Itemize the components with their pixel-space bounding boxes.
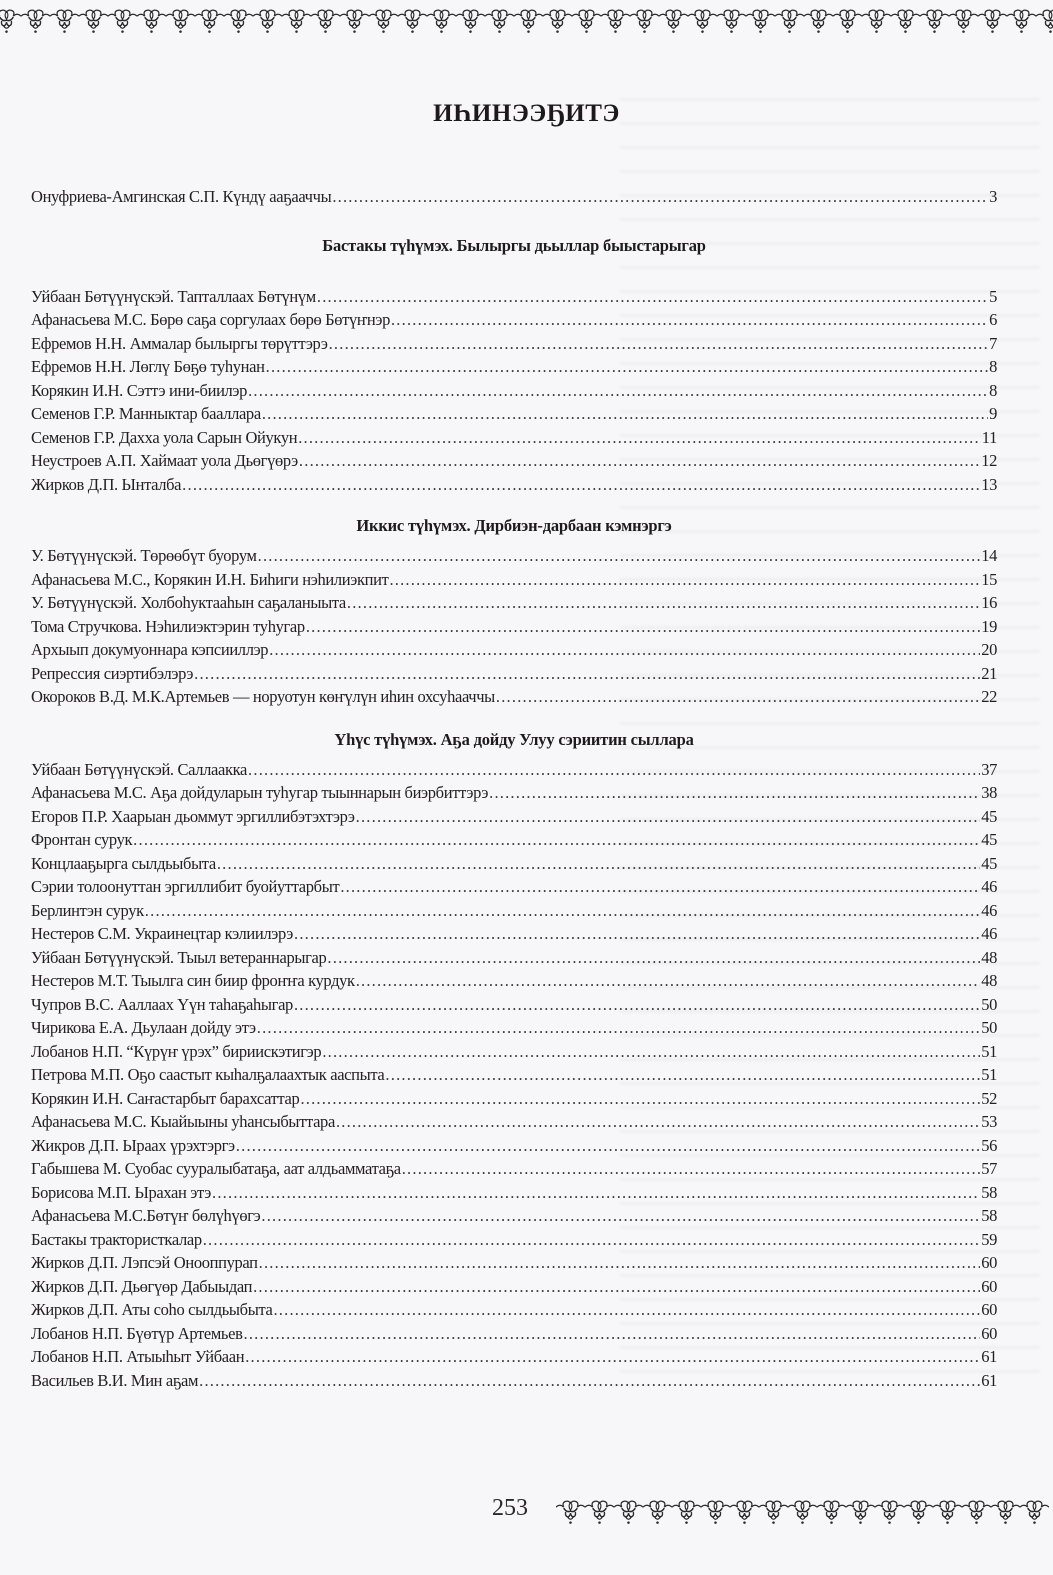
toc-entry[interactable] xyxy=(31,355,997,379)
toc-entry-title: Корякин И.Н. Сэттэ ини-биилэр xyxy=(31,380,248,400)
toc-entry-title: Афанасьева М.С. Аҕа дойдуларын туһугар тыыннарын биэрбиттэрэ xyxy=(31,783,489,802)
dot-leader xyxy=(248,758,980,782)
fleur-ornament-icon xyxy=(788,1498,817,1526)
toc-entry-title: Лобанов Н.П. “Күрүҥ үрэх” бириискэтигэр xyxy=(31,1041,322,1061)
toc-entry[interactable] xyxy=(31,1228,997,1252)
fleur-ornament-icon xyxy=(166,7,195,35)
toc-entry-page: 45 xyxy=(981,853,997,873)
toc-entry-page: 51 xyxy=(981,1065,997,1084)
fleur-ornament-icon xyxy=(933,1498,962,1526)
fleur-ornament-icon xyxy=(991,1498,1020,1526)
toc-entry[interactable] xyxy=(31,544,997,568)
toc-entry-page: 14 xyxy=(981,546,997,565)
fleur-ornament-icon xyxy=(108,7,137,35)
toc-entry-title: Афанасьева М.С., Корякин И.Н. Биһиги нэһилиэкпит xyxy=(31,569,389,589)
toc-entry-title: Архыып докумуоннара кэпсииллэр xyxy=(31,640,269,659)
page-title: ИҺИНЭЭҔИТЭ xyxy=(433,99,620,127)
toc-entry[interactable] xyxy=(31,993,997,1017)
fleur-ornament-icon xyxy=(572,7,601,35)
fleur-ornament-icon xyxy=(601,7,630,35)
toc-entry-title: Концлааҕырга сылдьыбыта xyxy=(31,853,216,873)
toc-entry-page: 38 xyxy=(981,783,997,802)
toc-entry-page: 45 xyxy=(981,806,997,826)
toc-entry[interactable] xyxy=(31,1251,997,1275)
dot-leader xyxy=(489,781,980,805)
toc-entry[interactable] xyxy=(31,568,997,592)
top-ornament-border xyxy=(0,6,1053,36)
toc-entry-title: Лобанов Н.П. Бүөтүр Артемьев xyxy=(31,1323,243,1343)
toc-entry[interactable] xyxy=(31,758,997,782)
fleur-ornament-icon xyxy=(282,7,311,35)
section-heading: Иккис түһүмэх. Дирбиэн-дарбаан кэмнэргэ xyxy=(356,516,672,535)
toc-entry-title: Жирков Д.П. Аты соһо сылдьыбыта xyxy=(31,1300,273,1319)
fleur-ornament-icon xyxy=(643,1498,672,1526)
bottom-ornament-border xyxy=(556,1497,1053,1527)
fleur-ornament-icon xyxy=(0,7,21,35)
toc-entry-title: Жирков Д.П. Ынталба xyxy=(31,474,182,494)
fleur-ornament-icon xyxy=(50,7,79,35)
dot-leader xyxy=(340,875,980,899)
toc-entry[interactable] xyxy=(31,308,997,332)
dot-leader xyxy=(336,1110,980,1134)
fleur-ornament-icon xyxy=(556,1498,585,1526)
page-number: 253 xyxy=(492,1495,528,1521)
table-of-contents xyxy=(31,185,997,1392)
toc-entry[interactable] xyxy=(31,402,997,426)
dot-leader xyxy=(294,922,980,946)
toc-entry-page: 12 xyxy=(981,451,997,470)
toc-entry-page: 60 xyxy=(981,1253,997,1272)
fleur-ornament-icon xyxy=(340,7,369,35)
dot-leader xyxy=(257,1016,980,1040)
toc-entry-title: Жирков Д.П. Лэпсэй Онооппурап xyxy=(31,1253,258,1272)
fleur-ornament-icon xyxy=(920,7,949,35)
toc-entry[interactable] xyxy=(31,638,997,662)
toc-entry-title: Тома Стручкова. Нэһилиэктэрин туһугар xyxy=(31,616,305,636)
toc-entry-page: 58 xyxy=(981,1206,997,1225)
toc-entry-page: 60 xyxy=(981,1276,997,1296)
toc-entry-title: Афанасьева М.С.Бөтүҥ бөлүһүөгэ xyxy=(31,1206,261,1225)
dot-leader xyxy=(356,969,980,993)
toc-entry[interactable] xyxy=(31,1345,997,1369)
toc-entry[interactable] xyxy=(31,185,997,209)
fleur-ornament-icon xyxy=(21,7,50,35)
fleur-ornament-icon xyxy=(962,1498,991,1526)
toc-entry-page: 61 xyxy=(981,1347,997,1366)
toc-entry-page: 8 xyxy=(989,357,997,376)
toc-entry-title: Сэрии толоонуттан эргиллибит буойуттарбыт xyxy=(31,877,340,896)
toc-entry-title: Ефремов Н.Н. Лөглү Бөҕө туһунан xyxy=(31,357,265,376)
toc-entry[interactable] xyxy=(31,852,997,876)
toc-entry-title: Нестеров С.М. Украинецтар кэлиилэрэ xyxy=(31,924,294,943)
fleur-ornament-icon xyxy=(701,1498,730,1526)
dot-leader xyxy=(356,805,981,829)
toc-entry-page: 20 xyxy=(981,640,997,659)
toc-entry-title: Васильев В.И. Мин аҕам xyxy=(31,1370,199,1390)
fleur-ornament-icon xyxy=(485,7,514,35)
toc-entry-title: Чирикова Е.А. Дьулаан дойду этэ xyxy=(31,1018,256,1037)
dot-leader xyxy=(317,285,988,309)
toc-entry[interactable] xyxy=(31,1298,997,1322)
toc-entry-page: 15 xyxy=(981,569,997,589)
toc-entry[interactable] xyxy=(31,662,997,686)
toc-entry[interactable] xyxy=(31,379,997,403)
toc-entry-page: 46 xyxy=(981,900,997,920)
fleur-ornament-icon xyxy=(1020,1498,1049,1526)
fleur-ornament-icon xyxy=(775,7,804,35)
dot-leader xyxy=(217,852,980,876)
fleur-ornament-icon xyxy=(846,1498,875,1526)
fleur-ornament-icon xyxy=(456,7,485,35)
toc-entry-title: Уйбаан Бөтүүнүскэй. Тапталлаах Бөтүнүм xyxy=(31,286,316,306)
toc-entry-page: 19 xyxy=(981,616,997,636)
fleur-ornament-icon xyxy=(817,1498,846,1526)
toc-entry-title: Корякин И.Н. Саҥастарбыт барахсаттар xyxy=(31,1088,300,1108)
toc-entry[interactable] xyxy=(31,1016,997,1040)
fleur-ornament-icon xyxy=(875,1498,904,1526)
toc-entry-title: Лобанов Н.П. Атыыһыт Уйбаан xyxy=(31,1347,245,1366)
toc-entry-title: Петрова М.П. Оҕо саастыт кыһалҕалаахтык ааспыта xyxy=(31,1065,385,1084)
dot-leader xyxy=(300,1087,980,1111)
fleur-ornament-icon xyxy=(949,7,978,35)
dot-leader xyxy=(245,1345,980,1369)
toc-entry-title: Уйбаан Бөтүүнүскэй. Саллаакка xyxy=(31,759,248,779)
dot-leader xyxy=(273,1298,980,1322)
fleur-ornament-icon xyxy=(137,7,166,35)
toc-entry-page: 7 xyxy=(989,333,997,353)
toc-entry[interactable] xyxy=(31,285,997,309)
toc-entry-title: Егоров П.Р. Хаарыан дьоммут эргиллибэтэхтэрэ xyxy=(31,806,355,826)
toc-entry-title: Фронтан сурук xyxy=(31,830,133,849)
dot-leader xyxy=(496,685,980,709)
dot-leader xyxy=(347,591,980,615)
fleur-ornament-icon xyxy=(79,7,108,35)
fleur-ornament-icon xyxy=(514,7,543,35)
toc-entry-page: 11 xyxy=(981,427,997,447)
toc-entry-page: 50 xyxy=(981,1018,997,1037)
fleur-ornament-icon xyxy=(1036,7,1053,35)
toc-entry-title: Борисова М.П. Ырахан этэ xyxy=(31,1182,212,1202)
toc-entry-title: Афанасьева М.С. Бөрө саҕа соргулаах бөрө Бөтүҥнэр xyxy=(31,310,390,329)
fleur-ornament-icon xyxy=(659,7,688,35)
fleur-ornament-icon xyxy=(759,1498,788,1526)
dot-leader xyxy=(145,899,980,923)
toc-entry-page: 48 xyxy=(981,971,997,990)
toc-entry[interactable] xyxy=(31,1110,997,1134)
toc-entry-title: У. Бөтүүнүскэй. Төрөөбүт буорум xyxy=(31,546,257,565)
toc-entry[interactable] xyxy=(31,1181,997,1205)
toc-entry-page: 21 xyxy=(981,663,997,683)
dot-leader xyxy=(199,1369,980,1393)
toc-entry-page: 56 xyxy=(981,1135,997,1155)
toc-entry-title: Семенов Г.Р. Дахха уола Сарын Ойукун xyxy=(31,427,298,447)
dot-leader xyxy=(258,544,981,568)
toc-entry[interactable] xyxy=(31,922,997,946)
toc-entry-page: 58 xyxy=(981,1182,997,1202)
fleur-ornament-icon xyxy=(978,7,1007,35)
toc-section-3 xyxy=(31,730,997,1393)
toc-entry-page: 22 xyxy=(981,687,997,706)
fleur-ornament-icon xyxy=(833,7,862,35)
fleur-ornament-icon xyxy=(253,7,282,35)
toc-entry-title: Берлинтэн сурук xyxy=(31,900,144,920)
toc-entry-title: Бастакы трактористкалар xyxy=(31,1229,202,1249)
fleur-ornament-icon xyxy=(543,7,572,35)
toc-entry[interactable] xyxy=(31,615,997,639)
toc-entry-page: 16 xyxy=(981,593,997,612)
toc-entry[interactable] xyxy=(31,1322,997,1346)
toc-entry-title: Семенов Г.Р. Манныктар бааллара xyxy=(31,404,261,423)
toc-entry-page: 13 xyxy=(981,474,997,494)
toc-intro xyxy=(31,185,997,209)
toc-entry-title: Уйбаан Бөтүүнүскэй. Тыыл ветераннарыгар xyxy=(31,947,327,967)
toc-entry[interactable] xyxy=(31,332,997,356)
fleur-ornament-icon xyxy=(427,7,456,35)
fleur-ornament-icon xyxy=(904,1498,933,1526)
toc-entry[interactable] xyxy=(31,805,997,829)
toc-entry-page: 60 xyxy=(981,1323,997,1343)
toc-entry-page: 45 xyxy=(981,830,997,849)
fleur-ornament-icon xyxy=(891,7,920,35)
fleur-ornament-icon xyxy=(195,7,224,35)
toc-entry-page: 6 xyxy=(989,310,997,329)
toc-entry[interactable] xyxy=(31,1087,997,1111)
fleur-ornament-icon xyxy=(630,7,659,35)
toc-entry-title: Онуфриева-Амгинская С.П. Күндү ааҕааччы xyxy=(31,187,332,206)
fleur-ornament-icon xyxy=(688,7,717,35)
dot-leader xyxy=(322,1040,980,1064)
dot-leader xyxy=(402,1157,980,1181)
toc-entry-page: 61 xyxy=(981,1370,997,1390)
dot-leader xyxy=(262,402,988,426)
fleur-ornament-icon xyxy=(398,7,427,35)
dot-leader xyxy=(299,449,980,473)
toc-entry-page: 37 xyxy=(981,759,997,779)
toc-entry[interactable] xyxy=(31,1063,997,1087)
toc-section-1 xyxy=(31,236,997,497)
toc-entry-title: Окороков В.Д. М.К.Артемьев — норуотун көҥүлүн иһин охсуһааччы xyxy=(31,687,495,706)
toc-entry[interactable] xyxy=(31,1157,997,1181)
toc-entry-page: 60 xyxy=(981,1300,997,1319)
toc-entry[interactable] xyxy=(31,781,997,805)
toc-entry-title: Репрессия сиэртибэлэрэ xyxy=(31,663,194,683)
toc-entry-page: 53 xyxy=(981,1112,997,1131)
toc-entry-page: 8 xyxy=(989,380,997,400)
toc-entry[interactable] xyxy=(31,1275,997,1299)
toc-entry[interactable] xyxy=(31,875,997,899)
toc-entry[interactable] xyxy=(31,473,997,497)
fleur-ornament-icon xyxy=(614,1498,643,1526)
dot-leader xyxy=(389,568,980,592)
toc-entry[interactable] xyxy=(31,969,997,993)
toc-entry-title: Чупров В.С. Ааллаах Үүн таһаҕаһыгар xyxy=(31,994,293,1014)
dot-leader xyxy=(329,332,989,356)
fleur-ornament-icon xyxy=(804,7,833,35)
toc-entry[interactable] xyxy=(31,899,997,923)
dot-leader xyxy=(261,1204,980,1228)
toc-entry-page: 57 xyxy=(981,1159,997,1178)
toc-entry-page: 52 xyxy=(981,1088,997,1108)
toc-entry[interactable] xyxy=(31,685,997,709)
toc-entry[interactable] xyxy=(31,1040,997,1064)
fleur-ornament-icon xyxy=(717,7,746,35)
fleur-ornament-icon xyxy=(369,7,398,35)
toc-entry[interactable] xyxy=(31,828,997,852)
toc-entry-title: Жикров Д.П. Ыраах үрэхтэргэ xyxy=(31,1135,235,1155)
dot-leader xyxy=(306,615,980,639)
toc-entry-title: Афанасьева М.С. Кыайыыны уһансыбыттара xyxy=(31,1112,335,1131)
dot-leader xyxy=(236,1134,980,1158)
toc-entry[interactable] xyxy=(31,946,997,970)
fleur-ornament-icon xyxy=(862,7,891,35)
toc-entry[interactable] xyxy=(31,426,997,450)
toc-entry-page: 51 xyxy=(981,1041,997,1061)
dot-leader xyxy=(259,1251,981,1275)
toc-entry-page: 48 xyxy=(981,947,997,967)
toc-entry-title: Жирков Д.П. Дьөгүөр Дабыыдап xyxy=(31,1276,253,1296)
dot-leader xyxy=(269,638,980,662)
toc-entry-page: 9 xyxy=(989,404,997,423)
toc-entry-title: Нестеров М.Т. Тыылга син биир фроҥҥа курдук xyxy=(31,971,355,990)
fleur-ornament-icon xyxy=(672,1498,701,1526)
fleur-ornament-icon xyxy=(585,1498,614,1526)
dot-leader xyxy=(182,473,980,497)
dot-leader xyxy=(294,993,980,1017)
fleur-ornament-icon xyxy=(1007,7,1036,35)
toc-entry-page: 46 xyxy=(981,924,997,943)
toc-entry-page: 5 xyxy=(989,286,997,306)
dot-leader xyxy=(266,355,988,379)
fleur-ornament-icon xyxy=(311,7,340,35)
toc-entry-title: Неустроев А.П. Хаймаат уола Дьөгүөрэ xyxy=(31,451,298,470)
fleur-ornament-icon xyxy=(746,7,775,35)
toc-entry-title: У. Бөтүүнүскэй. Холбоһуктааһын саҕаланыыта xyxy=(31,593,346,612)
dot-leader xyxy=(332,185,988,209)
toc-entry-title: Ефремов Н.Н. Аммалар былыргы төрүттэрэ xyxy=(31,333,328,353)
toc-entry[interactable] xyxy=(31,1204,997,1228)
section-heading: Үһүс түһүмэх. Аҕа дойду Улуу сэриитин сыллара xyxy=(334,729,694,749)
dot-leader xyxy=(385,1063,980,1087)
toc-entry-page: 3 xyxy=(989,187,997,206)
section-heading: Бастакы түһүмэх. Былыргы дьыллар быыстарыгар xyxy=(322,235,706,255)
toc-entry-page: 50 xyxy=(981,994,997,1014)
dot-leader xyxy=(391,308,988,332)
toc-entry[interactable] xyxy=(31,1369,997,1393)
dot-leader xyxy=(248,379,988,403)
toc-entry-page: 46 xyxy=(981,877,997,896)
dot-leader xyxy=(244,1322,981,1346)
dot-leader xyxy=(133,828,980,852)
dot-leader xyxy=(253,1275,980,1299)
fleur-ornament-icon xyxy=(730,1498,759,1526)
fleur-ornament-icon xyxy=(224,7,253,35)
toc-section-2 xyxy=(31,516,997,709)
dot-leader xyxy=(298,426,981,450)
toc-entry[interactable] xyxy=(31,591,997,615)
dot-leader xyxy=(194,662,980,686)
dot-leader xyxy=(212,1181,980,1205)
toc-entry-page: 59 xyxy=(981,1229,997,1249)
toc-entry-title: Габышева М. Суобас сууралыбатаҕа, аат алдьамматаҕа xyxy=(31,1159,401,1178)
dot-leader xyxy=(327,946,980,970)
dot-leader xyxy=(203,1228,980,1252)
toc-entry[interactable] xyxy=(31,1134,997,1158)
toc-entry[interactable] xyxy=(31,449,997,473)
